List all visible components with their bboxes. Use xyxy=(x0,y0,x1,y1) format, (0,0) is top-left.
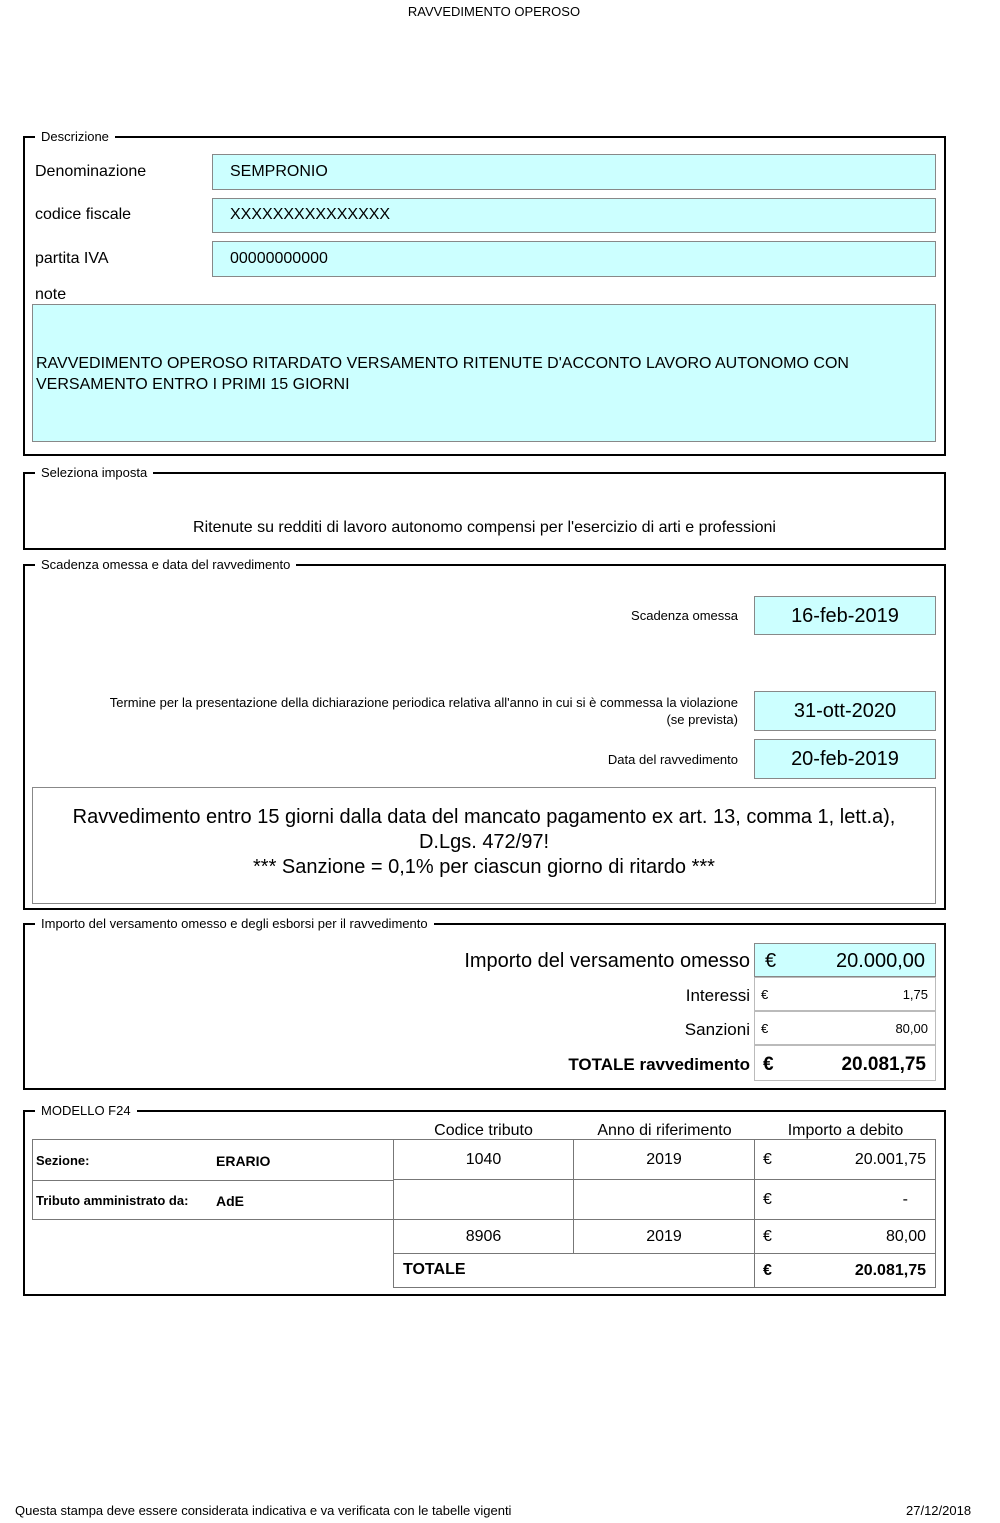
denominazione-label: Denominazione xyxy=(35,163,147,180)
tributo-value: AdE xyxy=(216,1193,244,1209)
footer-date: 27/12/2018 xyxy=(906,1503,972,1518)
note-label: note xyxy=(35,286,67,303)
table-row xyxy=(393,1139,574,1180)
termine-field[interactable] xyxy=(754,691,936,731)
tributo-label: Tributo amministrato da: xyxy=(36,1193,189,1208)
omesso-value: 20.000,00 xyxy=(836,950,925,972)
data-ravvedimento-label: Data del ravvedimento xyxy=(607,752,738,767)
table-row xyxy=(393,1179,574,1220)
denominazione-value: SEMPRONIO xyxy=(230,163,328,180)
f24-totale-cell xyxy=(393,1253,755,1288)
row2-anno-cell xyxy=(573,1179,755,1220)
row3-anno-cell xyxy=(573,1219,755,1254)
row1-anno: 2019 xyxy=(646,1151,682,1168)
scadenza-omessa-value: 16-feb-2019 xyxy=(791,605,899,627)
footer-note: Questa stampa deve essere considerata indicativa e va verificata con le tabelle vigenti xyxy=(15,1503,512,1518)
f24-totale-label: TOTALE xyxy=(403,1261,466,1278)
data-ravvedimento-value: 20-feb-2019 xyxy=(791,748,899,770)
row1-importo: 20.001,75 xyxy=(854,1151,926,1168)
totale-currency: € xyxy=(763,1054,774,1075)
f24-totale-value-cell xyxy=(754,1253,936,1288)
section-f24 xyxy=(23,1103,946,1296)
row1-anno-cell xyxy=(573,1139,755,1180)
row2-importo: - xyxy=(902,1191,908,1208)
row3-importo: 80,00 xyxy=(885,1228,926,1245)
omesso-field[interactable] xyxy=(754,943,936,977)
termine-value: 31-ott-2020 xyxy=(793,700,897,722)
denominazione-field[interactable] xyxy=(212,154,936,190)
interessi-currency: € xyxy=(761,987,769,1002)
interessi-cell xyxy=(754,977,936,1011)
section-legend: MODELLO F24 xyxy=(35,1103,137,1119)
row3-codice: 8906 xyxy=(465,1228,502,1245)
row2-currency: € xyxy=(763,1191,772,1208)
note-value: RAVVEDIMENTO OPEROSO RITARDATO VERSAMENTO RITENUTE D'ACCONTO LAVORO AUTONOMO CON VERSAMENTO ENTRO I PRIMI 15 GIORNI xyxy=(36,355,849,393)
sanzioni-label: Sanzioni xyxy=(684,1020,750,1039)
row3-currency: € xyxy=(763,1228,772,1245)
section-imposta xyxy=(23,465,946,550)
row1-codice: 1040 xyxy=(465,1151,502,1168)
sezione-label: Sezione: xyxy=(36,1153,90,1168)
omesso-label: Importo del versamento omesso xyxy=(464,950,750,972)
col-importo-debito: Importo a debito xyxy=(787,1122,904,1139)
totale-ravvedimento-cell xyxy=(754,1045,936,1081)
scadenza-omessa-label: Scadenza omessa xyxy=(631,608,738,623)
imposta-value[interactable]: Ritenute su redditi di lavoro autonomo compensi per l'esercizio di arti e professioni xyxy=(193,519,776,536)
scadenza-omessa-field[interactable] xyxy=(754,596,936,635)
termine-label-line2: (se prevista) xyxy=(666,712,738,727)
info-line3: *** Sanzione = 0,1% per ciascun giorno di ritardo *** xyxy=(253,856,715,878)
row3-importo-cell xyxy=(754,1219,936,1254)
codice-fiscale-value: XXXXXXXXXXXXXXX xyxy=(230,206,391,223)
f24-totale-value: 20.081,75 xyxy=(854,1262,926,1279)
section-scadenza xyxy=(23,557,946,910)
sezione-value: ERARIO xyxy=(216,1153,271,1169)
info-line2: D.Lgs. 472/97! xyxy=(418,831,550,853)
row1-currency: € xyxy=(763,1151,772,1168)
sanzioni-currency: € xyxy=(761,1021,769,1036)
sanzioni-value: 80,00 xyxy=(895,1021,928,1036)
partita-iva-label: partita IVA xyxy=(35,250,109,267)
omesso-currency: € xyxy=(765,950,777,972)
totale-ravvedimento-value: 20.081,75 xyxy=(841,1054,926,1075)
termine-label-line1: Termine per la presentazione della dichiarazione periodica relativa all'anno in cui si è commessa la violazione xyxy=(109,695,738,710)
col-codice-tributo: Codice tributo xyxy=(434,1122,533,1139)
codice-fiscale-field[interactable] xyxy=(212,198,936,233)
section-legend: Scadenza omessa e data del ravvedimento xyxy=(35,557,296,573)
totale-ravvedimento-label: TOTALE ravvedimento xyxy=(568,1055,750,1074)
section-descrizione xyxy=(23,129,946,456)
f24-totale-currency: € xyxy=(763,1262,772,1279)
row1-importo-cell xyxy=(754,1139,936,1180)
partita-iva-value: 00000000000 xyxy=(230,250,328,267)
row2-importo-cell xyxy=(754,1179,936,1220)
partita-iva-field[interactable] xyxy=(212,241,936,277)
section-legend: Seleziona imposta xyxy=(35,465,153,481)
section-legend: Importo del versamento omesso e degli esborsi per il ravvedimento xyxy=(35,916,434,932)
table-row xyxy=(393,1219,574,1254)
info-line1: Ravvedimento entro 15 giorni dalla data del mancato pagamento ex art. 13, comma 1, lett.a), xyxy=(72,806,896,828)
sanzioni-cell xyxy=(754,1011,936,1045)
sezione-block xyxy=(32,1139,394,1220)
codice-fiscale-label: codice fiscale xyxy=(35,206,132,223)
interessi-label: Interessi xyxy=(685,986,750,1005)
row3-anno: 2019 xyxy=(646,1228,682,1245)
info-box xyxy=(32,787,936,904)
interessi-value: 1,75 xyxy=(902,987,928,1002)
data-ravvedimento-field[interactable] xyxy=(754,739,936,779)
page-title: RAVVEDIMENTO OPEROSO xyxy=(407,4,581,19)
section-legend: Descrizione xyxy=(35,129,115,145)
col-anno-riferimento: Anno di riferimento xyxy=(597,1122,732,1139)
termine-label xyxy=(45,694,738,728)
section-importo xyxy=(23,916,946,1090)
note-field[interactable] xyxy=(32,304,936,442)
